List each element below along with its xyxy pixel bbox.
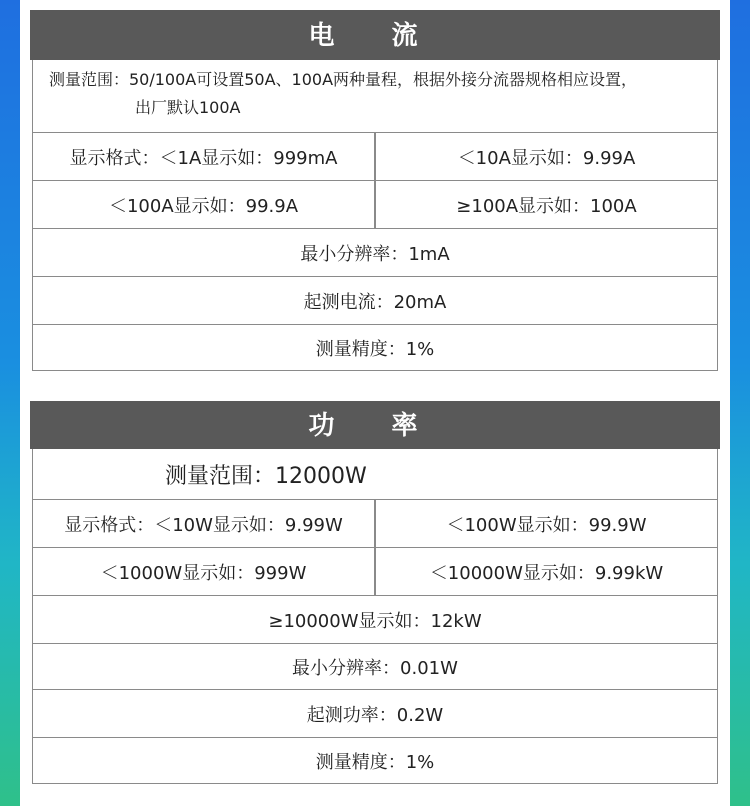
current-format-cell: 显示格式：＜1A显示如：999mA: [69, 147, 338, 169]
current-table: [32, 60, 718, 371]
current-accuracy-row: [33, 324, 717, 370]
power-over-row: [33, 595, 717, 643]
power-panel: [20, 395, 730, 806]
power-over-10000: ≥10000W显示如：12kW: [268, 610, 482, 632]
power-format-cell: ＜1000W显示如：999W: [100, 562, 307, 584]
current-accuracy: 测量精度：1%: [315, 338, 435, 360]
power-format-row-1: [33, 499, 717, 547]
current-format-cell: ≥100A显示如：100A: [374, 181, 717, 228]
power-start-power: 起测功率：0.2W: [306, 704, 444, 726]
current-format-cell: ＜100A显示如：99.9A: [108, 195, 299, 217]
power-accuracy-row: [33, 737, 717, 783]
left-gradient-edge: [0, 0, 20, 806]
current-min-resolution: 最小分辨率：1mA: [300, 243, 450, 265]
current-start-row: [33, 276, 717, 324]
current-resolution-row: [33, 228, 717, 276]
power-resolution-row: [33, 643, 717, 689]
current-range-row: [33, 60, 717, 132]
power-format-cell: ＜10000W显示如：9.99kW: [374, 548, 717, 595]
power-min-resolution: 最小分辨率：0.01W: [292, 657, 458, 679]
power-range-row: [33, 449, 717, 499]
current-format-row-2: [33, 180, 717, 228]
current-range-line2: 出厂默认100A: [135, 98, 241, 117]
current-format-cell: ＜10A显示如：9.99A: [374, 133, 717, 180]
current-range-line1: 测量范围：50/100A可设置50A、100A两种量程，根据外接分流器规格相应设置，: [49, 70, 638, 89]
current-panel: [20, 0, 730, 380]
right-gradient-edge: [730, 0, 750, 806]
power-format-cell: ＜100W显示如：99.9W: [374, 500, 717, 547]
power-format-row-2: [33, 547, 717, 595]
power-range: 测量范围：12000W: [165, 463, 367, 489]
current-title: 电 流: [30, 10, 720, 60]
power-start-row: [33, 689, 717, 737]
power-title: 功 率: [30, 401, 720, 449]
power-accuracy: 测量精度：1%: [315, 751, 435, 773]
power-format-cell: 显示格式：＜10W显示如：9.99W: [64, 514, 343, 536]
power-table: [32, 449, 718, 784]
current-start-current: 起测电流：20mA: [303, 291, 447, 313]
current-format-row-1: [33, 132, 717, 180]
